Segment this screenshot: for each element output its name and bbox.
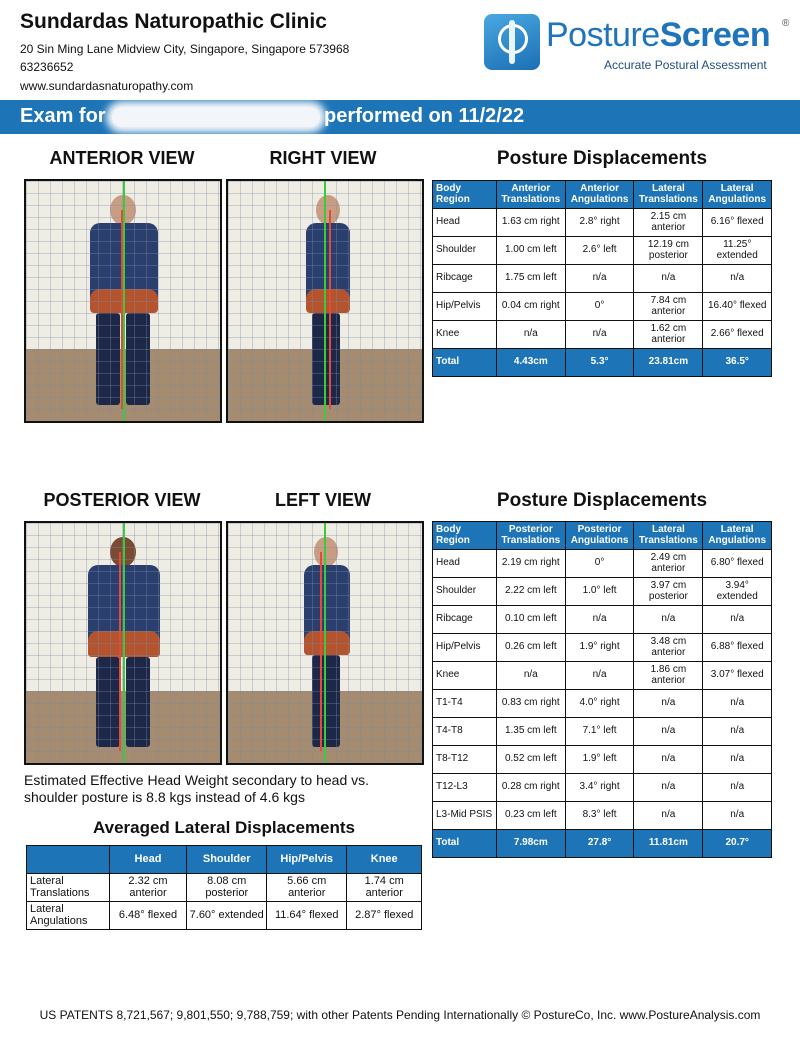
table-header-row-cell: Body Region (433, 181, 497, 209)
posture-displacements-table-1 (432, 180, 772, 377)
table-row-cell: 0° (565, 293, 634, 321)
table-row-cell: 3.4° right (565, 774, 634, 802)
table-row-cell: 12.19 cm posterior (634, 237, 703, 265)
table-row (433, 774, 772, 802)
table-row-cell: n/a (703, 265, 772, 293)
exam-suffix: performed on 11/2/22 (324, 105, 525, 127)
table-row-cell: Hip/Pelvis (433, 634, 497, 662)
exam-banner (0, 100, 800, 134)
right-view-photo (226, 179, 424, 423)
exam-prefix: Exam for (20, 105, 106, 127)
table-total-row-cell: Total (433, 830, 497, 858)
table-row (433, 634, 772, 662)
table-row-cell: n/a (565, 321, 634, 349)
table-row-cell: Knee (433, 662, 497, 690)
table-row-cell: n/a (496, 321, 565, 349)
table-row-cell: 5.66 cm anterior (267, 874, 347, 902)
table-row-cell: 2.22 cm left (496, 578, 565, 606)
table-total-row-cell: 4.43cm (496, 349, 565, 377)
table-row-cell: n/a (703, 774, 772, 802)
table-row-cell: 6.16° flexed (703, 209, 772, 237)
table-header-row-cell: Lateral Angulations (703, 522, 772, 550)
table-row-cell: 2.19 cm right (496, 550, 565, 578)
table-total-row-cell: 7.98cm (496, 830, 565, 858)
table-row-cell: 1.35 cm left (496, 718, 565, 746)
table-header-row-cell: Shoulder (187, 846, 267, 874)
table-row-cell: 2.8° right (565, 209, 634, 237)
table-row-cell: 6.80° flexed (703, 550, 772, 578)
posture-displacements-table-2 (432, 521, 772, 858)
table-row-cell: Head (433, 209, 497, 237)
table-row-cell: Ribcage (433, 606, 497, 634)
table-row-cell: 0.04 cm right (496, 293, 565, 321)
table-row (433, 265, 772, 293)
anterior-view-photo (24, 179, 222, 423)
table-row-cell: n/a (565, 265, 634, 293)
table-row (433, 550, 772, 578)
table-row-cell: n/a (634, 265, 703, 293)
table-row-cell: Shoulder (433, 237, 497, 265)
clinic-name: Sundardas Naturopathic Clinic (20, 10, 327, 33)
clinic-address: 20 Sin Ming Lane Midview City, Singapore, Singapore 573968 (20, 42, 350, 56)
table-row-cell: 3.48 cm anterior (634, 634, 703, 662)
table-row-cell: 2.49 cm anterior (634, 550, 703, 578)
table-total-row-cell: 23.81cm (634, 349, 703, 377)
table-row (433, 718, 772, 746)
table-row-cell: n/a (565, 662, 634, 690)
head-weight-note: Estimated Effective Head Weight secondary to head vs. shoulder posture is 8.8 kgs instead of 4.6 kgs (24, 772, 370, 805)
table-row-cell: 0° (565, 550, 634, 578)
table-row (27, 874, 422, 902)
table-header-row-cell (27, 846, 110, 874)
table-row-cell: 0.26 cm left (496, 634, 565, 662)
table-row-cell: T8-T12 (433, 746, 497, 774)
table-header-row-cell: Anterior Angulations (565, 181, 634, 209)
table-header-row (27, 846, 422, 874)
table-row-cell: L3-Mid PSIS (433, 802, 497, 830)
table-row-cell: 16.40° flexed (703, 293, 772, 321)
table-row-cell: T12-L3 (433, 774, 497, 802)
table-total-row (433, 349, 772, 377)
table-row-cell: n/a (634, 718, 703, 746)
table-row-cell: 0.83 cm right (496, 690, 565, 718)
table-header-row-cell: Posterior Angulations (565, 522, 634, 550)
table-row (27, 902, 422, 930)
table-row-cell: 1.74 cm anterior (347, 874, 422, 902)
table-header-row (433, 522, 772, 550)
clinic-website: www.sundardasnaturopathy.com (20, 79, 194, 93)
table-header-row-cell: Lateral Translations (634, 522, 703, 550)
table-row-cell: 8.3° left (565, 802, 634, 830)
posturescreen-logo (484, 14, 794, 76)
table-row (433, 802, 772, 830)
left-view-title: LEFT VIEW (275, 490, 371, 510)
table-row (433, 662, 772, 690)
table-header-row-cell: Knee (347, 846, 422, 874)
table-row-cell: 1.0° left (565, 578, 634, 606)
table-row-cell: 1.86 cm anterior (634, 662, 703, 690)
table-row-cell: 3.07° flexed (703, 662, 772, 690)
table-row-cell: n/a (703, 606, 772, 634)
table-total-row-cell: Total (433, 349, 497, 377)
table-row-cell: 0.23 cm left (496, 802, 565, 830)
table-row-cell: Head (433, 550, 497, 578)
table-row-cell: 3.94° extended (703, 578, 772, 606)
table-row-cell: 6.48° flexed (109, 902, 187, 930)
table-row-cell: n/a (703, 802, 772, 830)
posture-displacements-title-2: Posture Displacements (496, 490, 708, 511)
table-header-row-cell: Head (109, 846, 187, 874)
table-header-row-cell: Anterior Translations (496, 181, 565, 209)
table-row-cell: 7.1° left (565, 718, 634, 746)
table-row-cell: 6.88° flexed (703, 634, 772, 662)
table-row (433, 690, 772, 718)
table-row-cell: Shoulder (433, 578, 497, 606)
table-row-cell: 1.75 cm left (496, 265, 565, 293)
table-row-cell: n/a (703, 746, 772, 774)
table-row-cell: Lateral Angulations (27, 902, 110, 930)
left-view-photo (226, 521, 424, 765)
logo-registered-mark: ® (782, 18, 790, 29)
table-row-cell: 0.52 cm left (496, 746, 565, 774)
table-row (433, 606, 772, 634)
patents-footer: US PATENTS 8,721,567; 9,801,550; 9,788,759; with other Patents Pending Internationally © PostureCo, Inc. www.PostureAnalysis.com (39, 1008, 761, 1022)
table-row-cell: 1.9° right (565, 634, 634, 662)
table-row-cell: 2.87° flexed (347, 902, 422, 930)
table-row-cell: 0.28 cm right (496, 774, 565, 802)
table-row-cell: 7.60° extended (187, 902, 267, 930)
table-row (433, 746, 772, 774)
table-row (433, 578, 772, 606)
table-row (433, 321, 772, 349)
table-row-cell: 2.66° flexed (703, 321, 772, 349)
posture-displacements-title-1: Posture Displacements (496, 148, 708, 169)
table-header-row-cell: Posterior Translations (496, 522, 565, 550)
averaged-lateral-displacements-table (26, 845, 422, 930)
table-row-cell: 11.25° extended (703, 237, 772, 265)
table-total-row-cell: 20.7° (703, 830, 772, 858)
table-row-cell: 8.08 cm posterior (187, 874, 267, 902)
table-row (433, 293, 772, 321)
anterior-view-title: ANTERIOR VIEW (49, 148, 195, 168)
table-row-cell: n/a (634, 746, 703, 774)
table-row-cell: 3.97 cm posterior (634, 578, 703, 606)
table-row-cell: 1.9° left (565, 746, 634, 774)
table-row-cell: 1.62 cm anterior (634, 321, 703, 349)
table-header-row-cell: Body Region (433, 522, 497, 550)
logo-wordmark: PostureScreen (546, 16, 771, 54)
posterior-view-title: POSTERIOR VIEW (43, 490, 201, 510)
table-row-cell: Lateral Translations (27, 874, 110, 902)
clinic-phone: 63236652 (20, 60, 74, 74)
table-row-cell: Knee (433, 321, 497, 349)
table-total-row-cell: 5.3° (565, 349, 634, 377)
table-row-cell: 2.32 cm anterior (109, 874, 187, 902)
table-row-cell: n/a (634, 606, 703, 634)
table-row-cell: n/a (703, 690, 772, 718)
spine-logo-icon (484, 14, 540, 70)
table-row-cell: n/a (496, 662, 565, 690)
table-row-cell: 11.64° flexed (267, 902, 347, 930)
averaged-displacements-title: Averaged Lateral Displacements (92, 818, 356, 837)
table-total-row (433, 830, 772, 858)
table-header-row (433, 181, 772, 209)
table-row-cell: 1.63 cm right (496, 209, 565, 237)
posterior-view-photo (24, 521, 222, 765)
table-row (433, 209, 772, 237)
table-row (433, 237, 772, 265)
table-row-cell: n/a (634, 690, 703, 718)
table-total-row-cell: 11.81cm (634, 830, 703, 858)
table-row-cell: T4-T8 (433, 718, 497, 746)
table-row-cell: n/a (634, 802, 703, 830)
table-row-cell: n/a (565, 606, 634, 634)
table-row-cell: n/a (703, 718, 772, 746)
table-row-cell: Hip/Pelvis (433, 293, 497, 321)
table-header-row-cell: Lateral Translations (634, 181, 703, 209)
table-row-cell: 7.84 cm anterior (634, 293, 703, 321)
table-total-row-cell: 36.5° (703, 349, 772, 377)
redacted-patient-name (112, 107, 320, 127)
right-view-title: RIGHT VIEW (269, 148, 377, 168)
table-row-cell: Ribcage (433, 265, 497, 293)
table-row-cell: 0.10 cm left (496, 606, 565, 634)
table-header-row-cell: Lateral Angulations (703, 181, 772, 209)
table-row-cell: 4.0° right (565, 690, 634, 718)
table-row-cell: n/a (634, 774, 703, 802)
table-total-row-cell: 27.8° (565, 830, 634, 858)
table-row-cell: T1-T4 (433, 690, 497, 718)
logo-tagline: Accurate Postural Assessment (604, 58, 767, 72)
table-row-cell: 2.6° left (565, 237, 634, 265)
table-header-row-cell: Hip/Pelvis (267, 846, 347, 874)
table-row-cell: 1.00 cm left (496, 237, 565, 265)
table-row-cell: 2.15 cm anterior (634, 209, 703, 237)
